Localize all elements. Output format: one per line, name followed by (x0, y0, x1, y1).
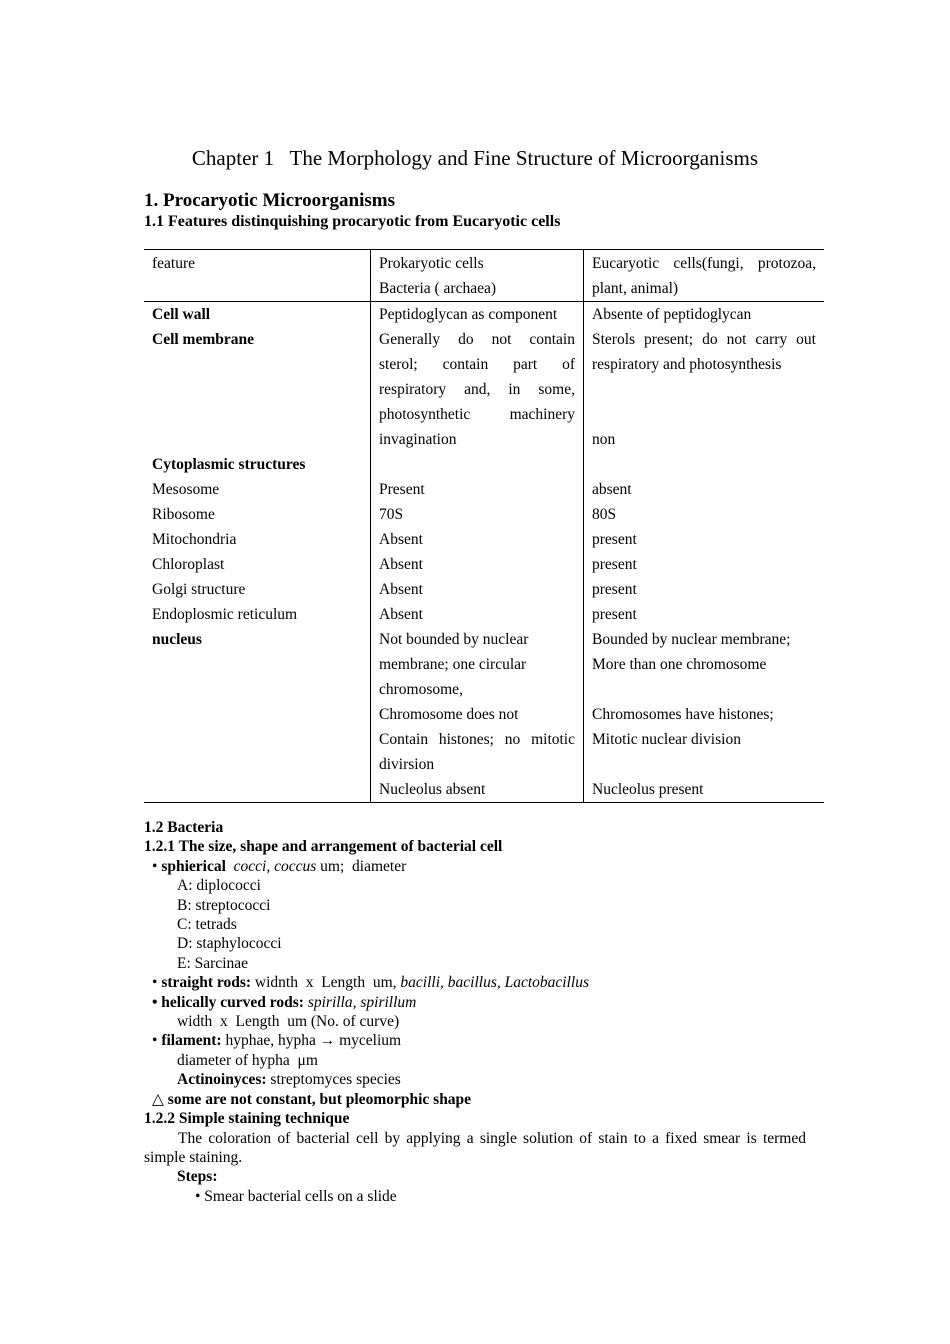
header-prokaryotic (371, 250, 584, 302)
row-prokaryotic (371, 627, 584, 803)
row-label: Golgi structure (152, 581, 246, 598)
text-line: Chromosomes have histones; (592, 706, 774, 723)
row-eucaryotic: present (584, 552, 825, 577)
row-eucaryotic: 80S (584, 502, 825, 527)
text-line: non (592, 431, 616, 448)
row-label: Mesosome (152, 481, 220, 498)
header-eucaryotic-line1: Eucaryotic cells(fungi, protozoa, (592, 255, 816, 272)
header-prokaryotic-line1: Prokaryotic cells (379, 255, 484, 272)
term-rest: streptomyces species (266, 1071, 401, 1089)
text-line: Mitotic nuclear division (592, 731, 741, 748)
row-prokaryotic: 70S (371, 502, 584, 527)
row-label: Mitochondria (152, 531, 237, 548)
row-eucaryotic: Absente of peptidoglycan (584, 302, 825, 328)
row-eucaryotic (584, 627, 825, 803)
row-eucaryotic: present (584, 602, 825, 627)
table-row-cytoplasmic (144, 452, 824, 477)
list-item-curved-rods (144, 993, 806, 1012)
note-pleomorphic: △ some are not constant, but pleomorphic shape (152, 1090, 472, 1108)
heading-size-shape: 1.2.1 The size, shape and arrangement of bacterial cell (144, 838, 503, 856)
list-item: E: Sarcinae (177, 954, 249, 972)
list-item: D: staphylococci (177, 935, 282, 953)
list-item: diameter of hypha μm (177, 1051, 318, 1069)
row-eucaryotic: present (584, 527, 825, 552)
list-item: C: tetrads (177, 916, 237, 934)
text-line: respiratory and photosynthesis (592, 356, 782, 373)
term-italic: spirilla, spirillum (307, 993, 417, 1011)
term: • helically curved rods: (152, 993, 304, 1011)
text-line: Sterols present; do not carry out (592, 331, 816, 348)
heading-simple-staining: 1.2.2 Simple staining technique (144, 1110, 350, 1128)
table-row-nucleus (144, 627, 824, 803)
term: sphierical (161, 857, 226, 875)
list-item: A: diplococci (177, 877, 261, 895)
term-rest: hyphae, hypha → mycelium (221, 1032, 402, 1050)
text-line: divirsion (379, 756, 435, 773)
list-item-actinomyces (144, 1070, 806, 1089)
term-italic: cocci, coccus (233, 857, 317, 875)
text-line: membrane; one circular (379, 656, 527, 673)
row-prokaryotic: Present (371, 477, 584, 502)
text-line: Contain histones; no mitotic (379, 731, 575, 748)
row-eucaryotic (584, 327, 825, 452)
list-item-spherical (144, 857, 806, 876)
text-line: Nucleolus present (592, 781, 704, 798)
header-prokaryotic-line2: Bacteria ( archaea) (379, 280, 497, 297)
paragraph-simple-staining: The coloration of bacterial cell by applying a single solution of stain to a fixed smear is termed simple staining. (144, 1129, 806, 1166)
text-line: Nucleolus absent (379, 781, 486, 798)
list-item: B: streptococci (177, 896, 271, 914)
comparison-table (144, 249, 824, 803)
list-item: width x Length um (No. of curve) (177, 1013, 400, 1031)
term-rest: widnth x Length um, (251, 974, 401, 992)
row-eucaryotic: present (584, 577, 825, 602)
text-line: Generally do not contain (379, 331, 575, 348)
text-line: Bounded by nuclear membrane; (592, 631, 791, 648)
header-eucaryotic-line2: plant, animal) (592, 280, 679, 297)
row-label: Cytoplasmic structures (152, 456, 306, 473)
term: straight rods: (161, 974, 252, 992)
list-item-rods (144, 973, 806, 992)
subsection-heading-features: 1.1 Features distinquishing procaryotic from Eucaryotic cells (144, 213, 561, 230)
header-feature: feature (144, 250, 371, 302)
row-prokaryotic: Absent (371, 602, 584, 627)
table-row-cell-wall (144, 302, 824, 328)
bullet: • (152, 857, 158, 875)
table-row (144, 577, 824, 602)
table-row (144, 527, 824, 552)
text-line: sterol; contain part of (379, 356, 575, 373)
heading-bacteria: 1.2 Bacteria (144, 819, 224, 836)
row-prokaryotic (371, 327, 584, 452)
row-label: Cell wall (152, 306, 211, 323)
row-prokaryotic: Absent (371, 552, 584, 577)
steps-label: Steps: (177, 1168, 218, 1186)
row-prokaryotic: Absent (371, 577, 584, 602)
term-italic: bacilli, bacillus, Lactobacillus (400, 974, 589, 992)
bullet: • (152, 974, 158, 992)
text-line: More than one chromosome (592, 656, 767, 673)
list-item-filament (144, 1031, 806, 1050)
chapter-title: Chapter 1 The Morphology and Fine Structure of Microorganisms (191, 146, 759, 170)
table-row (144, 552, 824, 577)
table-header-row (144, 250, 824, 302)
term-rest: um; diameter (316, 857, 407, 875)
table-row-cell-membrane (144, 327, 824, 452)
table-row (144, 602, 824, 627)
row-label: Endoplosmic reticulum (152, 606, 298, 623)
text-line: chromosome, (379, 681, 463, 698)
term: Actinoinyces: (177, 1071, 267, 1089)
table-row (144, 502, 824, 527)
row-label: nucleus (152, 631, 202, 648)
row-eucaryotic: absent (584, 477, 825, 502)
term: filament: (161, 1032, 222, 1050)
row-label: Chloroplast (152, 556, 225, 573)
text-line: Chromosome does not (379, 706, 519, 723)
row-prokaryotic: Peptidoglycan as component (371, 302, 584, 328)
row-prokaryotic: Absent (371, 527, 584, 552)
table-row (144, 477, 824, 502)
text-line: invagination (379, 431, 457, 448)
header-eucaryotic (584, 250, 825, 302)
step-item: • Smear bacterial cells on a slide (195, 1187, 397, 1205)
bullet: • (152, 1032, 158, 1050)
text-line: Not bounded by nuclear (379, 631, 529, 648)
section-heading-procaryotic: 1. Procaryotic Microorganisms (144, 190, 395, 211)
text-line: respiratory and, in some, (379, 381, 575, 398)
text-line: photosynthetic machinery (379, 406, 575, 423)
row-label: Cell membrane (152, 331, 255, 348)
row-label: Ribosome (152, 506, 215, 523)
bacteria-section (144, 818, 806, 1206)
